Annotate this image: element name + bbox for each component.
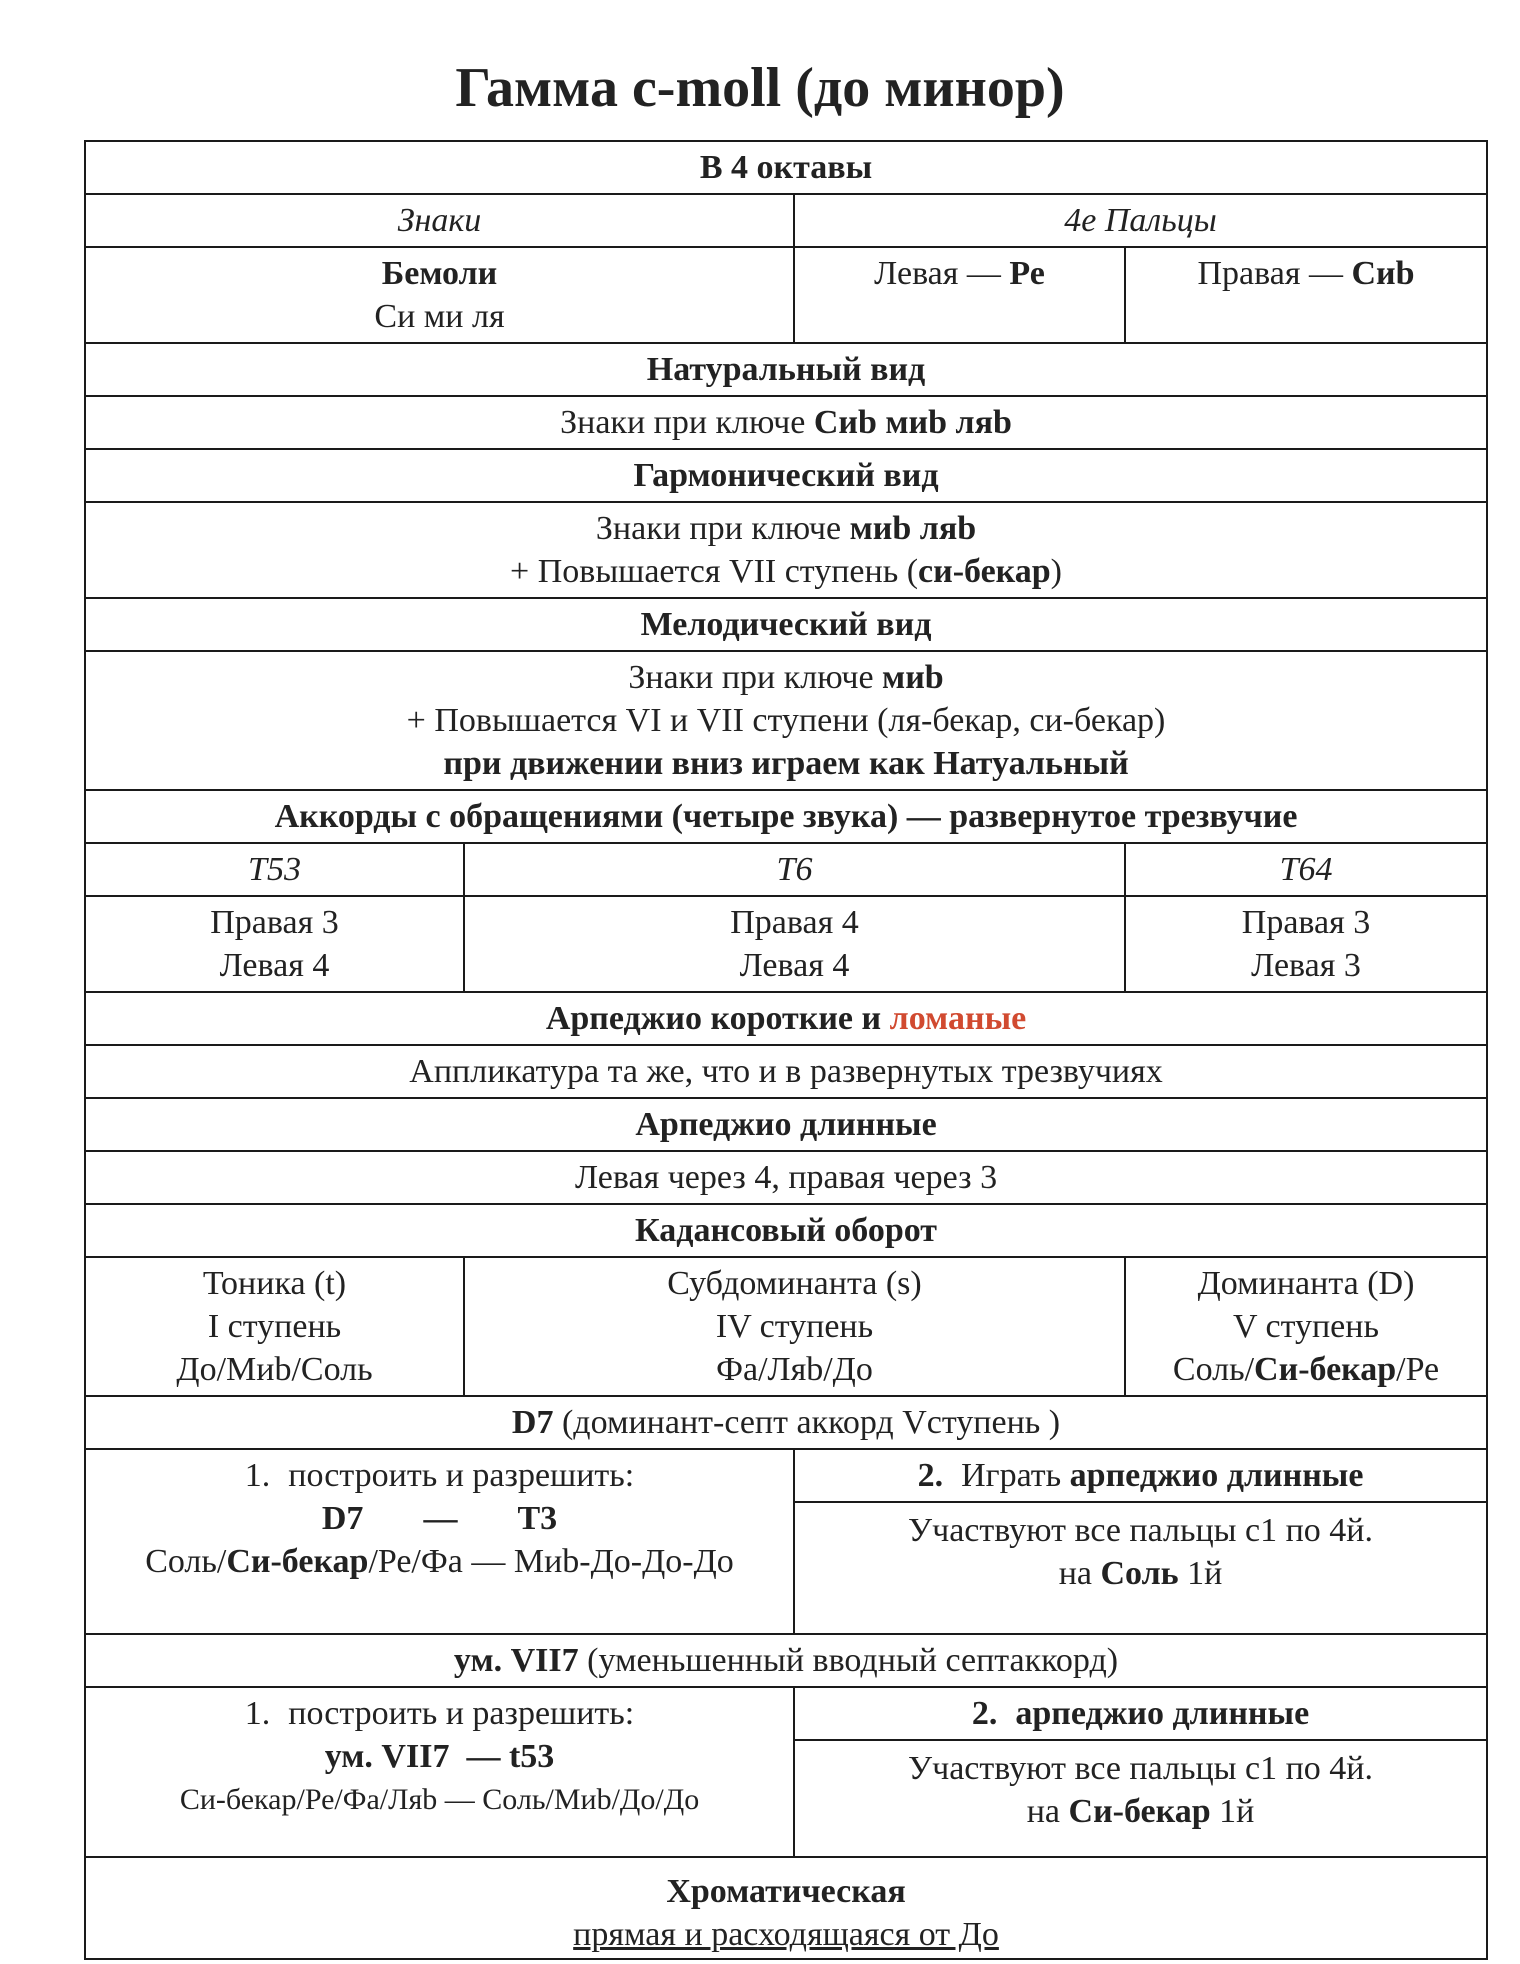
d7-title bbox=[85, 1396, 1487, 1449]
d7-arpeggio-cell bbox=[794, 1449, 1487, 1634]
cadence-dominant-notes-bold: Си-бекар bbox=[1254, 1351, 1397, 1388]
vii7-notes: Си-бекар/Ре/Фа/Ляb — Соль/Миb/До/До bbox=[179, 1783, 700, 1816]
vii7-arpeggio-title: арпеджио длинные bbox=[1015, 1695, 1310, 1732]
chord-left-t64: Левая 3 bbox=[1251, 947, 1361, 984]
cadence-dominant-notes bbox=[1132, 1348, 1480, 1391]
vii7-build-number: 1. bbox=[244, 1695, 271, 1732]
chord-left-t6: Левая 4 bbox=[739, 947, 850, 984]
vii7-arpeggio-heading bbox=[795, 1688, 1486, 1741]
flats-notes: Си ми ля bbox=[374, 298, 505, 335]
d7-notes-bold: Си-бекар bbox=[226, 1543, 369, 1580]
chords-title: Аккорды с обращениями (четыре звука) — развернутое трезвучие bbox=[85, 790, 1487, 843]
cadence-dominant-cell bbox=[1125, 1257, 1487, 1396]
harmonic-raise-suffix: ) bbox=[1050, 553, 1062, 590]
d7-arpeggio-line2-bold: Соль bbox=[1100, 1555, 1179, 1592]
d7-notes-post: /Ре/Фа — Миb-До-До-До bbox=[368, 1543, 734, 1580]
vii7-build-title: построить и разрешить: bbox=[288, 1695, 635, 1732]
harmonic-cell bbox=[85, 502, 1487, 598]
harmonic-signs: миb ляb bbox=[849, 510, 977, 547]
chord-fingers-t53 bbox=[85, 896, 464, 992]
scale-table bbox=[84, 140, 1488, 1960]
cadence-dominant-notes-post: /Ре bbox=[1396, 1351, 1440, 1388]
vii7-resolution: ум. VII7 — t53 bbox=[324, 1738, 555, 1775]
vii7-arpeggio-line2-pre: на bbox=[1026, 1793, 1069, 1830]
d7-arpeggio-line1: Участвуют все пальцы с1 по 4й. bbox=[908, 1512, 1373, 1549]
arpeggio-long-text: Левая через 4, правая через 3 bbox=[85, 1151, 1487, 1204]
d7-title-bold: D7 bbox=[511, 1404, 554, 1441]
vii7-arpeggio-cell bbox=[794, 1687, 1487, 1857]
d7-arpeggio-title-bold: арпеджио длинные bbox=[1069, 1457, 1364, 1494]
vii7-title-bold: ум. VII7 bbox=[453, 1642, 579, 1679]
chromatic-text: прямая и расходящаяся от До bbox=[573, 1916, 999, 1953]
melodic-signs-line bbox=[92, 656, 1480, 699]
arpeggio-short-text: Аппликатура та же, что и в развернутых трезвучиях bbox=[85, 1045, 1487, 1098]
left-hand-cell bbox=[794, 247, 1125, 343]
cadence-subdominant-degree: IV ступень bbox=[715, 1308, 874, 1345]
vii7-build-cell bbox=[85, 1687, 794, 1857]
chromatic-title: Хроматическая bbox=[666, 1873, 906, 1910]
harmonic-raise-note: си-бекар bbox=[918, 553, 1051, 590]
harmonic-raise-prefix: + Повышается VII ступень ( bbox=[510, 553, 919, 590]
natural-signs: Сиb миb ляb bbox=[813, 404, 1012, 441]
cadence-dominant-name: Доминанта (D) bbox=[1197, 1265, 1415, 1302]
vii7-title-rest: (уменьшенный вводный септаккорд) bbox=[578, 1642, 1119, 1679]
chord-fingers-t64 bbox=[1125, 896, 1487, 992]
d7-arpeggio-line2-post: 1й bbox=[1178, 1555, 1223, 1592]
natural-prefix: Знаки при ключе bbox=[560, 404, 814, 441]
d7-build-number: 1. bbox=[244, 1457, 271, 1494]
chromatic-cell bbox=[85, 1857, 1487, 1959]
right-hand-cell bbox=[1125, 247, 1487, 343]
arpeggio-short-title bbox=[85, 992, 1487, 1045]
chord-name-t6: Т6 bbox=[464, 843, 1125, 896]
d7-arpeggio-line2-pre: на bbox=[1058, 1555, 1101, 1592]
left-hand-prefix: Левая — bbox=[874, 255, 1010, 292]
right-hand-prefix: Правая — bbox=[1197, 255, 1352, 292]
cadence-subdominant-cell bbox=[464, 1257, 1125, 1396]
chord-left-t53: Левая 4 bbox=[219, 947, 330, 984]
d7-arpeggio-heading bbox=[795, 1450, 1486, 1503]
d7-arpeggio-body bbox=[795, 1503, 1486, 1601]
chord-right-t6: Правая 4 bbox=[730, 904, 859, 941]
cadence-subdominant-name: Субдоминанта (s) bbox=[667, 1265, 922, 1302]
melodic-down-line: при движении вниз играем как Натуальный bbox=[443, 745, 1129, 782]
chord-right-t53: Правая 3 bbox=[210, 904, 339, 941]
natural-signs-cell bbox=[85, 396, 1487, 449]
cadence-dominant-degree: V ступень bbox=[1233, 1308, 1379, 1345]
harmonic-signs-line bbox=[92, 507, 1480, 550]
chord-name-t64: Т64 bbox=[1125, 843, 1487, 896]
d7-resolution bbox=[92, 1497, 787, 1540]
d7-arpeggio-number: 2. bbox=[917, 1457, 944, 1494]
d7-build-cell bbox=[85, 1449, 794, 1634]
natural-title: Натуральный вид bbox=[85, 343, 1487, 396]
melodic-signs: миb bbox=[882, 659, 944, 696]
vii7-arpeggio-line2-post: 1й bbox=[1210, 1793, 1255, 1830]
cadence-tonic-cell bbox=[85, 1257, 464, 1396]
cadence-dominant-notes-pre: Соль/ bbox=[1172, 1351, 1255, 1388]
chord-fingers-t6 bbox=[464, 896, 1125, 992]
vii7-title bbox=[85, 1634, 1487, 1687]
cadence-title: Кадансовый оборот bbox=[85, 1204, 1487, 1257]
melodic-title: Мелодический вид bbox=[85, 598, 1487, 651]
melodic-cell bbox=[85, 651, 1487, 790]
vii7-arpeggio-line1: Участвуют все пальцы с1 по 4й. bbox=[908, 1750, 1373, 1787]
d7-dash: — bbox=[423, 1500, 458, 1537]
cadence-subdominant-notes: Фа/Ляb/До bbox=[716, 1351, 873, 1388]
signs-header: Знаки bbox=[85, 194, 794, 247]
flats-cell bbox=[85, 247, 794, 343]
d7-arpeggio-title-pre: Играть bbox=[961, 1457, 1070, 1494]
cadence-tonic-notes: До/Миb/Соль bbox=[176, 1351, 373, 1388]
d7-build-heading bbox=[92, 1454, 787, 1497]
arpeggio-short-title-prefix: Арпеджио короткие и bbox=[545, 1000, 890, 1037]
d7-notes bbox=[92, 1540, 787, 1583]
cadence-tonic-degree: I ступень bbox=[207, 1308, 342, 1345]
vii7-arpeggio-body bbox=[795, 1741, 1486, 1839]
vii7-build-heading bbox=[92, 1692, 787, 1735]
flats-label: Бемоли bbox=[381, 255, 498, 292]
vii7-arpeggio-line2 bbox=[801, 1790, 1480, 1833]
d7-chord-a: D7 bbox=[321, 1500, 364, 1537]
harmonic-prefix: Знаки при ключе bbox=[595, 510, 850, 547]
left-hand-note: Ре bbox=[1009, 255, 1045, 292]
arpeggio-long-title: Арпеджио длинные bbox=[85, 1098, 1487, 1151]
chord-right-t64: Правая 3 bbox=[1241, 904, 1371, 941]
harmonic-title: Гармонический вид bbox=[85, 449, 1487, 502]
d7-arpeggio-line2 bbox=[801, 1552, 1480, 1595]
right-hand-note: Сиb bbox=[1351, 255, 1415, 292]
d7-notes-pre: Соль/ bbox=[145, 1543, 227, 1580]
d7-title-rest: (доминант-септ аккорд Vступень ) bbox=[553, 1404, 1061, 1441]
octaves-header: В 4 октавы bbox=[85, 141, 1487, 194]
page-title: Гамма c-moll (до минор) bbox=[455, 57, 1065, 119]
melodic-raise-line: + Повышается VI и VII ступени (ля-бекар, си-бекар) bbox=[406, 702, 1166, 739]
fingers-header: 4е Пальцы bbox=[794, 194, 1487, 247]
vii7-arpeggio-line2-bold: Си-бекар bbox=[1068, 1793, 1211, 1830]
vii7-arpeggio-number: 2. bbox=[971, 1695, 998, 1732]
cadence-tonic-name: Тоника (t) bbox=[202, 1265, 347, 1302]
d7-build-title: построить и разрешить: bbox=[288, 1457, 635, 1494]
d7-chord-b: Т3 bbox=[517, 1500, 558, 1537]
arpeggio-short-title-red: ломаные bbox=[889, 1000, 1027, 1037]
harmonic-raise-line bbox=[92, 550, 1480, 593]
chord-name-t53: Т53 bbox=[85, 843, 464, 896]
melodic-prefix: Знаки при ключе bbox=[628, 659, 883, 696]
